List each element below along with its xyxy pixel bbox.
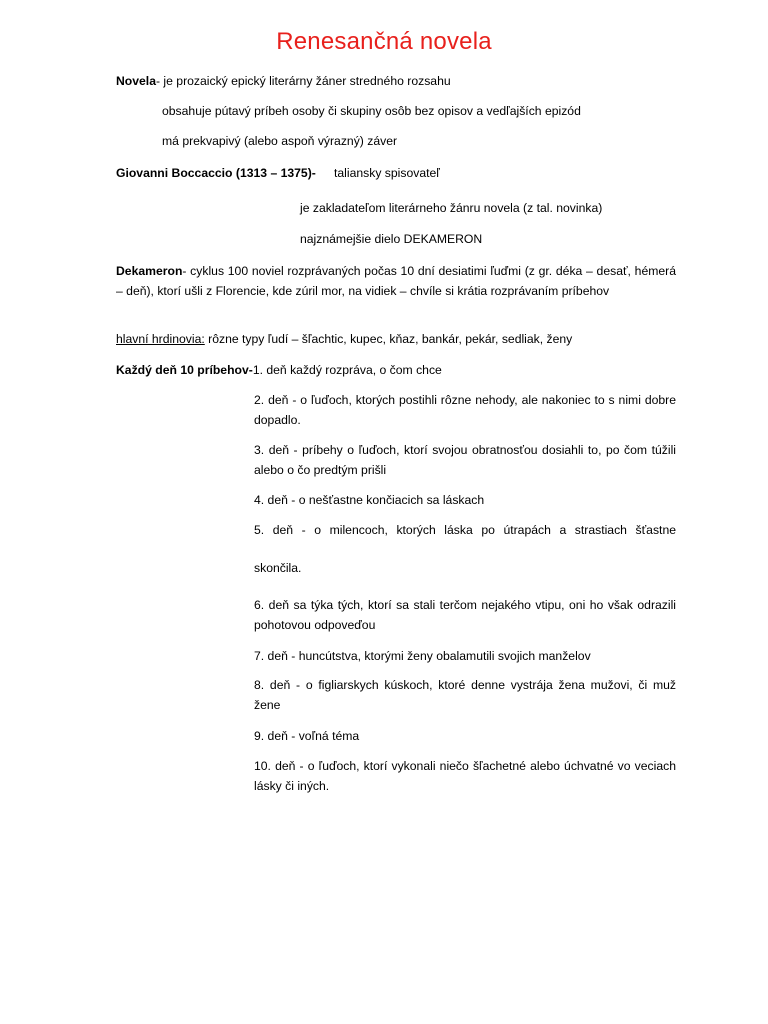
day-2: 2. deň - o ľuďoch, ktorých postihli rôzne nehody, ale nakoniec to s nimi dobre dopadlo. <box>254 393 676 427</box>
day-9: 9. deň - voľná téma <box>254 729 360 743</box>
boccaccio-name-text: Giovanni Boccaccio (1313 – 1375)- <box>116 166 316 180</box>
day-5-line-1: 5. deň - o milencoch, ktorých láska po útrapách a strastiach šťastne <box>254 523 676 537</box>
boccaccio-point-1: je zakladateľom literárneho žánru novela (z tal. novinka) <box>300 201 603 215</box>
novela-term: Novela <box>116 74 156 88</box>
novela-point-1: obsahuje pútavý príbeh osoby či skupiny osôb bez opisov a vedľajších epizód <box>162 104 581 118</box>
day-3: 3. deň - príbehy o ľuďoch, ktorí svojou obratnosťou dosiahli to, po čom túžili alebo o čo predtým prišli <box>254 443 676 477</box>
days-label: Každý deň 10 príbehov- <box>116 363 253 377</box>
novela-point-2: má prekvapivý (alebo aspoň výrazný) záver <box>162 134 398 148</box>
page-title: Renesančná novela <box>276 28 492 55</box>
dekameron-term: Dekameron <box>116 264 183 278</box>
days-line <box>116 360 442 380</box>
day-7: 7. deň - huncútstva, ktorými ženy obalamutili svojich manželov <box>254 649 591 663</box>
boccaccio-point-2: najznámejšie dielo DEKAMERON <box>300 232 483 246</box>
day-8: 8. deň - o figliarskych kúskoch, ktoré denne vystrája žena mužovi, či muž žene <box>254 678 676 712</box>
day-4: 4. deň - o nešťastne končiacich sa láskach <box>254 493 485 507</box>
heroes-label: hlavní hrdinovia: <box>116 332 205 346</box>
day-10: 10. deň - o ľuďoch, ktorí vykonali niečo šľachetné alebo úchvatné vo veciach lásky či iných. <box>254 759 676 793</box>
heroes-text: rôzne typy ľudí – šľachtic, kupec, kňaz, bankár, pekár, sedliak, ženy <box>204 332 573 346</box>
day-1: 1. deň každý rozpráva, o čom chce <box>252 363 442 377</box>
heroes-line <box>116 329 572 349</box>
novela-definition <box>116 71 451 91</box>
boccaccio-role: taliansky spisovateľ <box>334 166 440 180</box>
boccaccio-name <box>116 163 316 183</box>
novela-definition-text: - je prozaický epický literárny žáner stredného rozsahu <box>155 74 451 88</box>
dekameron-text: - cyklus 100 noviel rozprávaných počas 10 dní desiatimi ľuďmi (z gr. déka – desať, hémerá – deň), ktorí ušli z Florencie, kde zúril mor, na vidiek – chvíle si krátia rozprávaním príbehov <box>116 264 676 298</box>
dekameron-paragraph <box>116 262 676 301</box>
day-5-line-2: skončila. <box>254 561 302 575</box>
day-6: 6. deň sa týka tých, ktorí sa stali terčom nejakého vtipu, oni ho však odrazili pohotovou odpoveďou <box>254 598 676 632</box>
